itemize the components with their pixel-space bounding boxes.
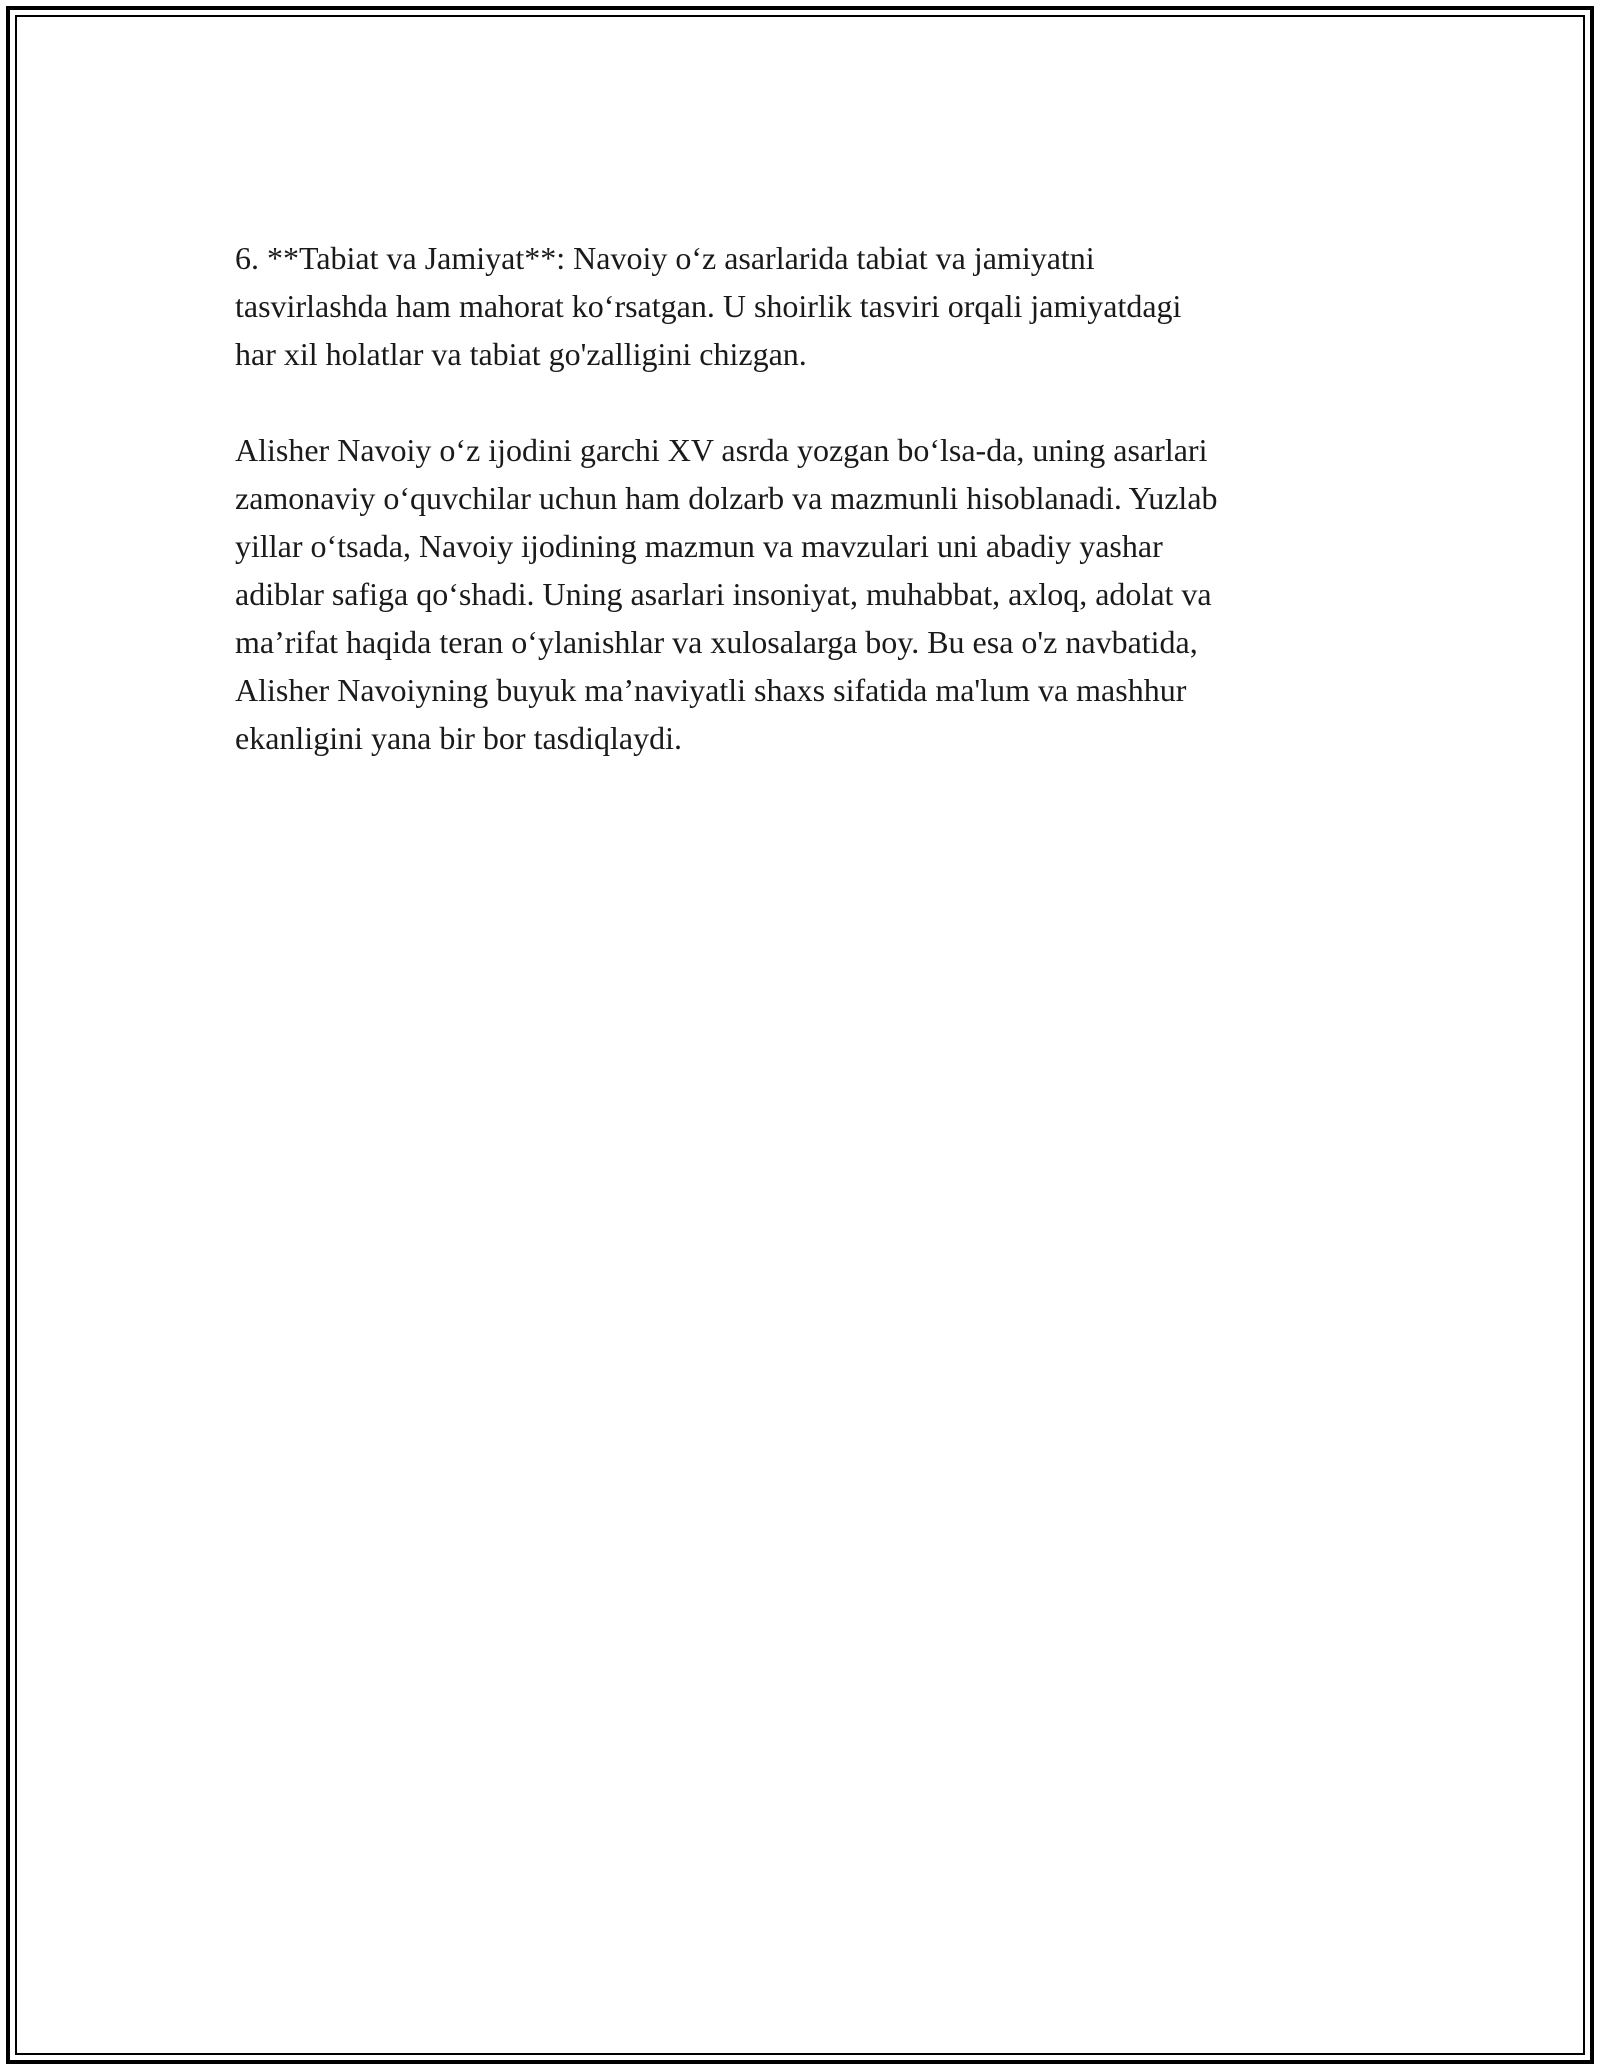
text-line: tasvirlashda ham mahorat ko‘rsatgan. U shoirlik tasviri orqali jamiyatdagi <box>235 288 1182 324</box>
text-line: zamonaviy o‘quvchilar uchun ham dolzarb va mazmunli hisoblanadi. Yuzlab <box>235 480 1218 516</box>
text-line: har xil holatlar va tabiat go'zalligini chizgan. <box>235 336 807 372</box>
text-line: Alisher Navoiyning buyuk ma’naviyatli shaxs sifatida ma'lum va mashhur <box>235 672 1187 708</box>
text-line: 6. **Tabiat va Jamiyat**: Navoiy o‘z asarlarida tabiat va jamiyatni <box>235 240 1095 276</box>
text-line: adiblar safiga qo‘shadi. Uning asarlari insoniyat, muhabbat, axloq, adolat va <box>235 576 1212 612</box>
paragraph-conclusion <box>235 426 1375 762</box>
text-line: ekanligini yana bir bor tasdiqlaydi. <box>235 720 682 756</box>
text-line: Alisher Navoiy o‘z ijodini garchi XV asrda yozgan bo‘lsa-da, uning asarlari <box>235 432 1208 468</box>
text-line: ma’rifat haqida teran o‘ylanishlar va xulosalarga boy. Bu esa o'z navbatida, <box>235 624 1198 660</box>
document-body <box>235 234 1375 762</box>
text-line: yillar o‘tsada, Navoiy ijodining mazmun va mavzulari uni abadiy yashar <box>235 528 1163 564</box>
paragraph-tabiat-va-jamiyat <box>235 234 1375 378</box>
